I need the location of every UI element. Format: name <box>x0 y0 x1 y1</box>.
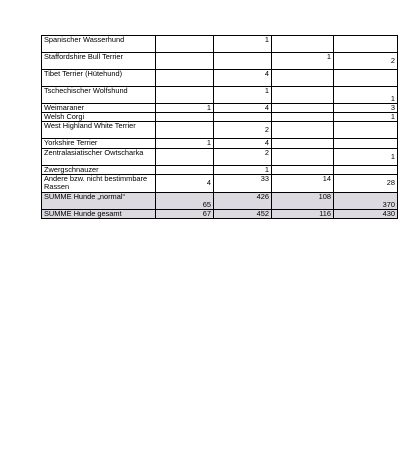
value-cell: 1 <box>334 87 398 104</box>
value-cell <box>156 53 214 70</box>
summary-label: SUMME Hunde „normal“ <box>42 192 156 209</box>
value-cell <box>334 36 398 53</box>
value-cell: 14 <box>272 174 334 192</box>
value-cell <box>272 148 334 165</box>
value-cell <box>272 113 334 122</box>
summary-row <box>42 192 398 209</box>
table-row <box>42 104 398 113</box>
value-cell <box>334 122 398 139</box>
table-row <box>42 53 398 70</box>
breed-statistics-table <box>41 35 398 219</box>
value-cell <box>272 70 334 87</box>
summary-label: SUMME Hunde gesamt <box>42 209 156 218</box>
value-cell <box>334 165 398 174</box>
summary-cell: 116 <box>272 209 334 218</box>
breed-name: Zwergschnauzer <box>42 165 156 174</box>
value-cell <box>334 139 398 148</box>
value-cell: 2 <box>334 53 398 70</box>
table-row <box>42 165 398 174</box>
value-cell <box>156 113 214 122</box>
table-row <box>42 36 398 53</box>
value-cell: 1 <box>214 87 272 104</box>
value-cell: 33 <box>214 174 272 192</box>
table-row <box>42 113 398 122</box>
value-cell: 2 <box>214 148 272 165</box>
value-cell <box>334 70 398 87</box>
value-cell <box>156 148 214 165</box>
value-cell <box>272 36 334 53</box>
value-cell: 4 <box>214 70 272 87</box>
value-cell: 1 <box>156 139 214 148</box>
value-cell: 4 <box>214 104 272 113</box>
summary-cell: 452 <box>214 209 272 218</box>
value-cell: 1 <box>272 53 334 70</box>
breed-name: Staffordshire Bull Terrier <box>42 53 156 70</box>
value-cell: 1 <box>156 104 214 113</box>
value-cell <box>214 53 272 70</box>
value-cell <box>156 36 214 53</box>
value-cell: 2 <box>214 122 272 139</box>
breed-name: Yorkshire Terrier <box>42 139 156 148</box>
breed-name: Welsh Corgi <box>42 113 156 122</box>
value-cell <box>156 122 214 139</box>
value-cell <box>272 122 334 139</box>
value-cell <box>272 165 334 174</box>
breed-name: Weimaraner <box>42 104 156 113</box>
summary-cell: 67 <box>156 209 214 218</box>
value-cell <box>156 165 214 174</box>
summary-cell: 108 <box>272 192 334 209</box>
summary-cell: 65 <box>156 192 214 209</box>
value-cell <box>272 104 334 113</box>
value-cell: 4 <box>156 174 214 192</box>
value-cell <box>156 70 214 87</box>
table-row <box>42 174 398 192</box>
breed-name: West Highland White Terrier <box>42 122 156 139</box>
value-cell <box>272 139 334 148</box>
value-cell: 1 <box>214 36 272 53</box>
value-cell: 1 <box>214 165 272 174</box>
value-cell: 3 <box>334 104 398 113</box>
breed-name: Spanischer Wasserhund <box>42 36 156 53</box>
summary-cell: 430 <box>334 209 398 218</box>
table-row <box>42 122 398 139</box>
summary-row <box>42 209 398 218</box>
breed-name: Tibet Terrier (Hütehund) <box>42 70 156 87</box>
breed-statistics-table-container <box>41 35 398 219</box>
value-cell: 28 <box>334 174 398 192</box>
table-row <box>42 148 398 165</box>
table-row <box>42 87 398 104</box>
value-cell <box>156 87 214 104</box>
breed-name: Andere bzw. nicht bestimmbare Rassen <box>42 174 156 192</box>
value-cell: 4 <box>214 139 272 148</box>
value-cell <box>272 87 334 104</box>
value-cell <box>214 113 272 122</box>
breed-name: Tschechischer Wolfshund <box>42 87 156 104</box>
breed-name: Zentralasiatischer Owtscharka <box>42 148 156 165</box>
value-cell: 1 <box>334 148 398 165</box>
table-row <box>42 139 398 148</box>
summary-cell: 370 <box>334 192 398 209</box>
table-row <box>42 70 398 87</box>
value-cell: 1 <box>334 113 398 122</box>
summary-cell: 426 <box>214 192 272 209</box>
